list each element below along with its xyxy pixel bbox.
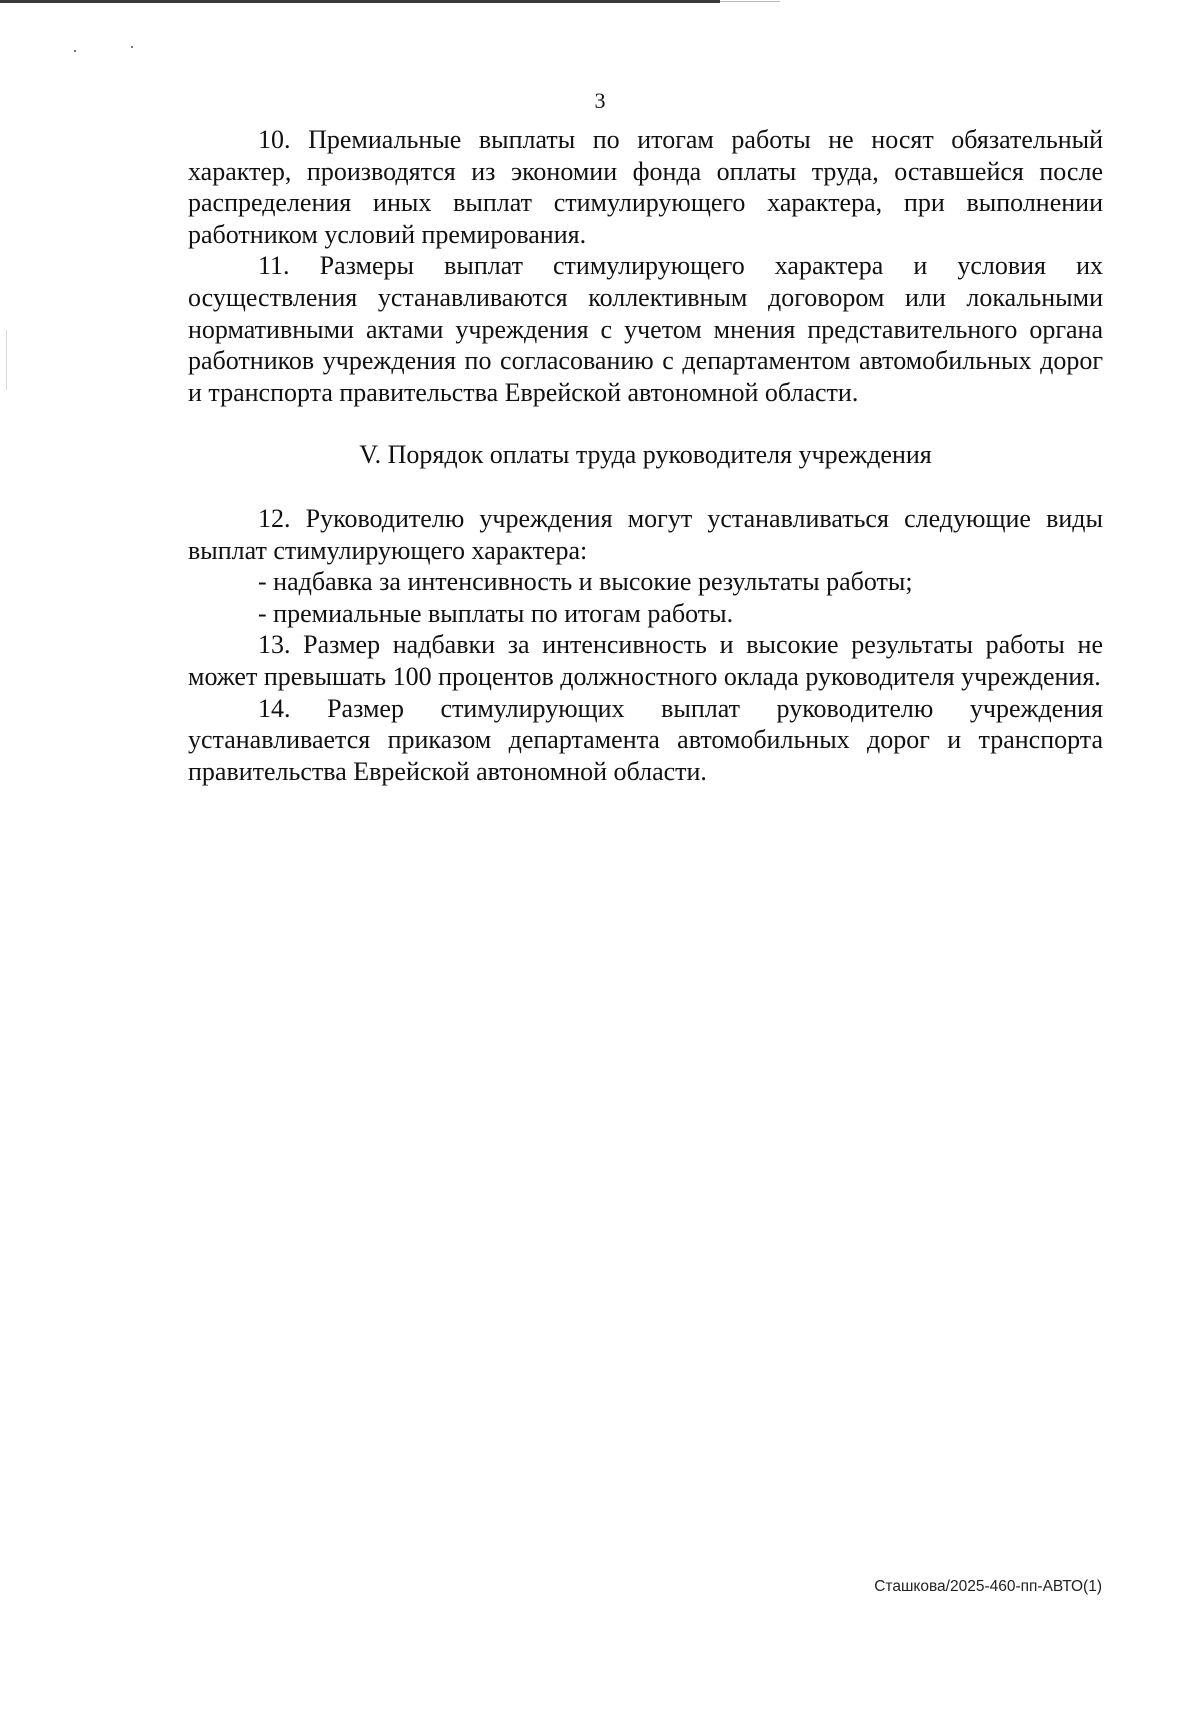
scan-speck [131,46,133,48]
paragraph-13: 13. Размер надбавки за интенсивность и высокие результаты работы не может превышать 100 процентов должностного оклада руководителя учреждения. [188,630,1103,691]
section-heading-v: V. Порядок оплаты труда руководителя учреждения [359,440,932,470]
page-number: 3 [594,88,606,113]
scan-edge-shadow [6,330,7,390]
scan-edge-line-faint [720,1,780,2]
paragraph-12-item-2: - премиальные выплаты по итогам работы. [258,598,734,628]
paragraph-10: 10. Премиальные выплаты по итогам работы не носят обязательный характер, производятся из экономии фонда оплаты труда, оставшейся после распределения иных выплат стимулирующего характера, при выполнении работником условий премирования. [188,125,1103,249]
paragraph-12: 12. Руководителю учреждения могут устанавливаться следующие виды выплат стимулирующего характера: [188,503,1103,565]
scan-speck [74,50,76,52]
scan-edge-line [0,0,720,3]
document-code: Сташкова/2025-460-пп-АВТО(1) [874,1578,1102,1595]
paragraph-12-item-1: - надбавка за интенсивность и высокие результаты работы; [258,567,913,597]
paragraph-14: 14. Размер стимулирующих выплат руководителю учреждения устанавливается приказом департамента автомобильных дорог и транспорта правительства Еврейской автономной области. [188,693,1103,786]
document-body [188,124,1103,787]
paragraph-11: 11. Размеры выплат стимулирующего характера и условия их осуществления устанавливаются коллективным договором или локальными нормативными актами учреждения с учетом мнения представительного органа работников учреждения по согласованию с департаментом автомобильных дорог и транспорта правительства Еврейской автономной области. [188,251,1103,407]
